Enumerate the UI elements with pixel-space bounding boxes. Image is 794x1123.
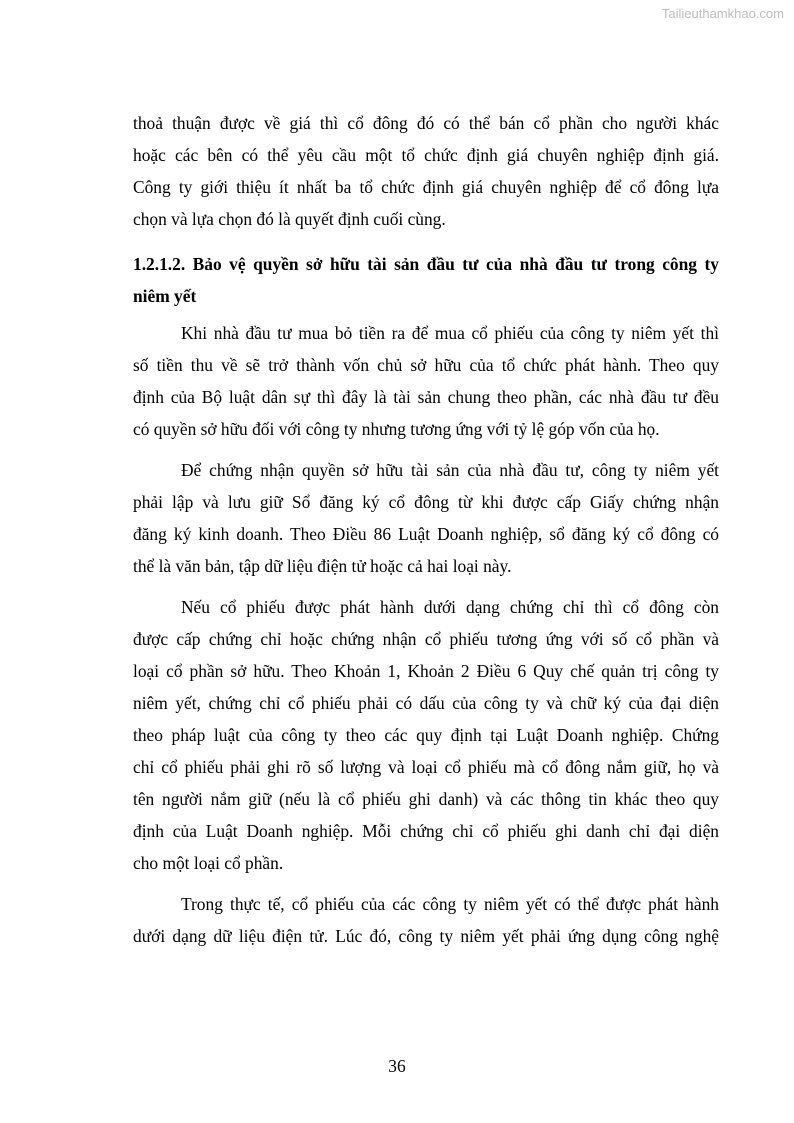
- text-line: được cấp chứng chỉ hoặc chứng nhận cổ phiếu tương ứng với số cổ phần và: [133, 629, 719, 649]
- text-line: theo pháp luật của công ty theo các quy định tại Luật Doanh nghiệp. Chứng: [133, 725, 719, 745]
- text-line: hoặc các bên có thể yêu cầu một tổ chức định giá chuyên nghiệp định giá.: [133, 145, 719, 165]
- text-line: dưới dạng dữ liệu điện tử. Lúc đó, công ty niêm yết phải ứng dụng công nghệ: [133, 926, 719, 946]
- text-line: có quyền sở hữu đối với công ty nhưng tương ứng với tỷ lệ góp vốn của họ.: [133, 419, 660, 439]
- text-line: niêm yết, chứng chỉ cổ phiếu phải có dấu của công ty và chữ ký của đại diện: [133, 693, 719, 713]
- text-line: chỉ cổ phiếu phải ghi rõ số lượng và loại cổ phiếu mà cổ đông nắm giữ, họ và: [133, 757, 719, 777]
- paragraph-start: Khi nhà đầu tư mua bỏ tiền ra để mua cổ phiếu của công ty niêm yết thì: [181, 323, 719, 343]
- watermark: Tailieuthamkhao.com: [661, 6, 784, 21]
- paragraph-start: Nếu cổ phiếu được phát hành dưới dạng chứng chỉ thì cổ đông còn: [181, 597, 719, 617]
- text-line: cho một loại cổ phần.: [133, 853, 284, 873]
- text-line: phải lập và lưu giữ Sổ đăng ký cổ đông từ khi được cấp Giấy chứng nhận: [133, 492, 719, 512]
- text-line: thoả thuận được về giá thì cổ đông đó có thể bán cổ phần cho người khác: [133, 113, 719, 133]
- section-heading: 1.2.1.2. Bảo vệ quyền sở hữu tài sản đầu tư của nhà đầu tư trong công ty: [133, 254, 719, 274]
- section-heading-cont: niêm yết: [133, 286, 197, 306]
- text-line: loại cổ phần sở hữu. Theo Khoản 1, Khoản 2 Điều 6 Quy chế quản trị công ty: [133, 661, 719, 681]
- paragraph-start: Trong thực tế, cổ phiếu của các công ty niêm yết có thể được phát hành: [181, 894, 719, 914]
- text-line: Công ty giới thiệu ít nhất ba tổ chức định giá chuyên nghiệp để cổ đông lựa: [133, 177, 719, 197]
- page-number: 36: [388, 1056, 406, 1076]
- text-line: định của Luật Doanh nghiệp. Mỗi chứng chỉ cổ phiếu ghi danh chỉ đại diện: [133, 821, 719, 841]
- paragraph-start: Để chứng nhận quyền sở hữu tài sản của nhà đầu tư, công ty niêm yết: [181, 460, 719, 480]
- text-line: thể là văn bản, tập dữ liệu điện tử hoặc cả hai loại này.: [133, 556, 512, 576]
- text-line: tên người nắm giữ (nếu là cổ phiếu ghi danh) và các thông tin khác theo quy: [133, 789, 719, 809]
- text-line: chọn và lựa chọn đó là quyết định cuối cùng.: [133, 209, 446, 229]
- text-line: số tiền thu về sẽ trở thành vốn chủ sở hữu của tổ chức phát hành. Theo quy: [133, 355, 719, 375]
- text-line: định của Bộ luật dân sự thì đây là tài sản chung theo phần, các nhà đầu tư đều: [133, 387, 719, 407]
- text-line: đăng ký kinh doanh. Theo Điều 86 Luật Doanh nghiệp, sổ đăng ký cổ đông có: [133, 524, 719, 544]
